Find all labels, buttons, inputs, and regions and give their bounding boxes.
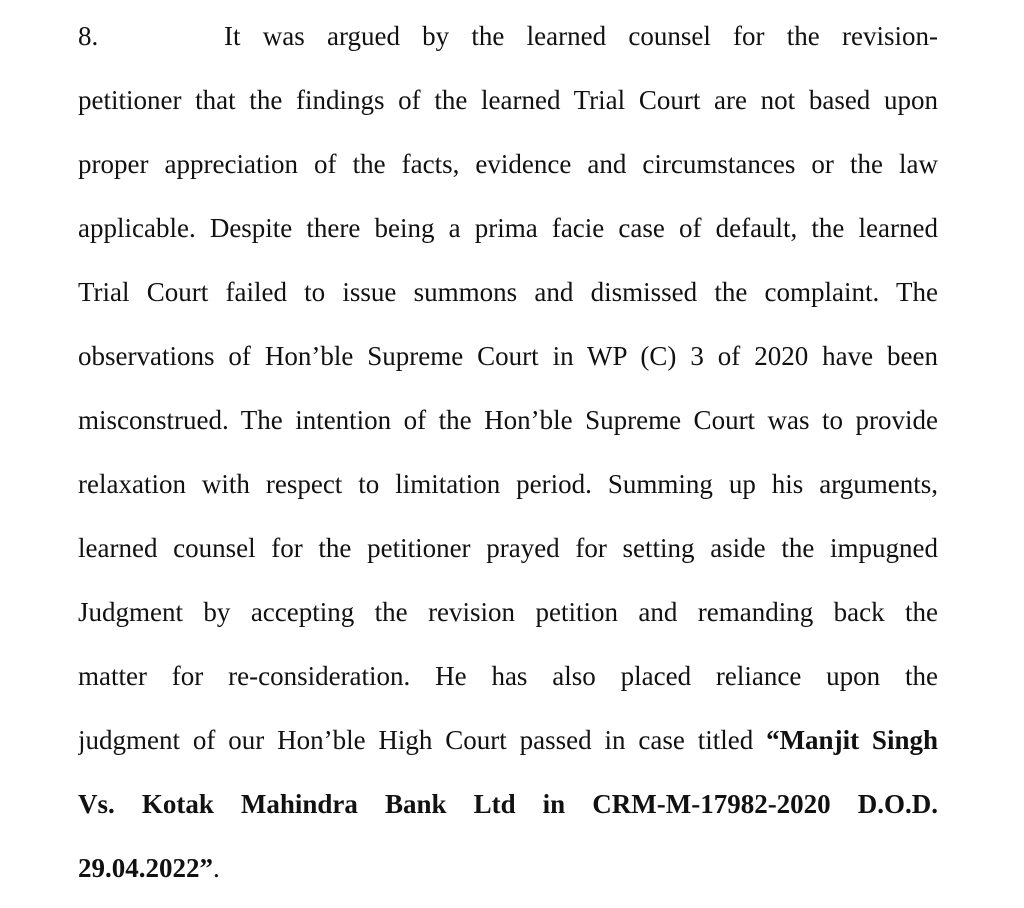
document-page bbox=[78, 12, 938, 908]
paragraph-text-line-citation-end bbox=[78, 844, 938, 908]
paragraph-text-line: matter for re-consideration. He has also placed reliance upon the bbox=[78, 661, 938, 691]
paragraph-text-line: Judgment by accepting the revision petition and remanding back the bbox=[78, 597, 938, 627]
paragraph-text-line: observations of Hon’ble Supreme Court in WP (C) 3 of 2020 have been bbox=[78, 341, 938, 371]
paragraph-text-line: petitioner that the findings of the learned Trial Court are not based upon bbox=[78, 85, 938, 115]
paragraph-line-1 bbox=[78, 12, 938, 76]
case-citation-date: 29.04.2022” bbox=[78, 853, 213, 883]
sentence-end: . bbox=[213, 853, 220, 883]
case-citation-title: “Manjit Singh bbox=[766, 725, 938, 755]
paragraph-text-line-citation-start bbox=[78, 716, 938, 780]
citation-lead-text: judgment of our Hon’ble High Court passed in case titled bbox=[78, 725, 767, 755]
paragraph-number: 8. bbox=[78, 21, 99, 51]
paragraph-text-line: proper appreciation of the facts, evidence and circumstances or the law bbox=[78, 149, 938, 179]
case-citation-detail: Vs. Kotak Mahindra Bank Ltd in CRM-M-17982-2020 D.O.D. bbox=[78, 789, 938, 819]
paragraph-text-line: misconstrued. The intention of the Hon’ble Supreme Court was to provide bbox=[78, 405, 938, 435]
paragraph-text-line-citation bbox=[78, 780, 938, 844]
paragraph-text-line: learned counsel for the petitioner prayed for setting aside the impugned bbox=[78, 533, 938, 563]
paragraph-text-line: Trial Court failed to issue summons and dismissed the complaint. The bbox=[78, 277, 938, 307]
paragraph-text-line: applicable. Despite there being a prima facie case of default, the learned bbox=[78, 213, 938, 243]
paragraph-text-line: It was argued by the learned counsel for the revision- bbox=[224, 21, 938, 51]
paragraph-text-line: relaxation with respect to limitation period. Summing up his arguments, bbox=[78, 469, 938, 499]
